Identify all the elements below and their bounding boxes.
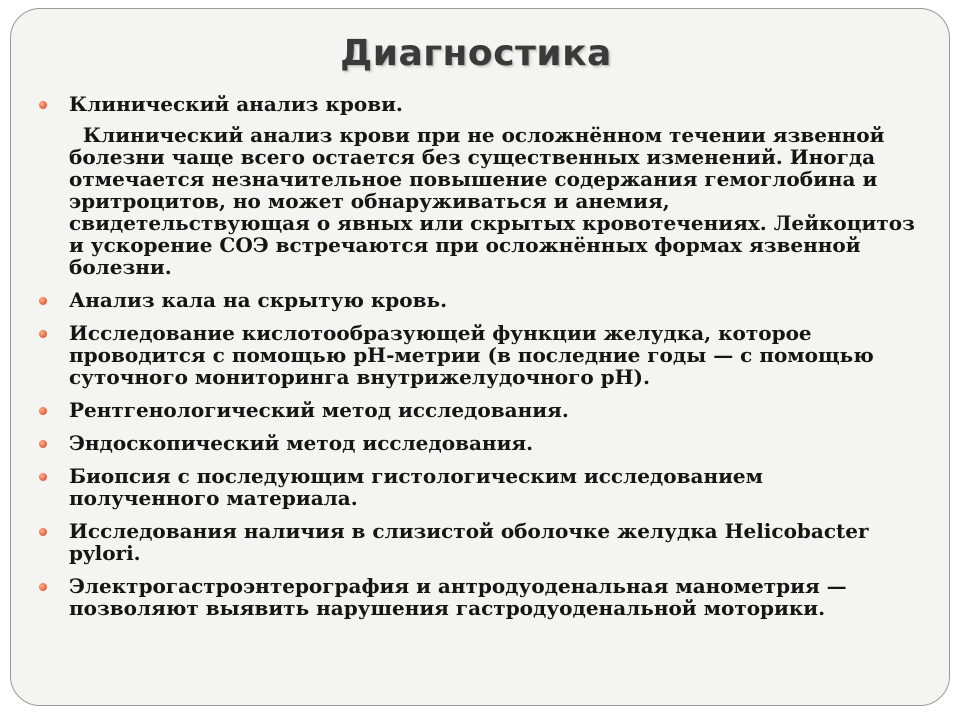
bullet-icon bbox=[39, 440, 47, 448]
list-item-text: Биопсия с последующим гистологическим исследованием полученного материала. bbox=[69, 464, 764, 510]
list-item-text: Рентгенологический метод исследования. bbox=[69, 398, 569, 422]
list-item-text: Клинический анализ крови. bbox=[69, 92, 403, 116]
list-item bbox=[35, 289, 915, 311]
list-item bbox=[35, 465, 915, 509]
list-item bbox=[35, 520, 915, 564]
bullet-icon bbox=[39, 330, 47, 338]
bullet-icon bbox=[39, 297, 47, 305]
list-item bbox=[35, 432, 915, 454]
list-item bbox=[35, 575, 915, 619]
bullet-icon bbox=[39, 407, 47, 415]
list-item-text: Электрогастроэнтерография и антродуоденальная манометрия — позволяют выявить нарушения гастродуоденальной моторики. bbox=[69, 574, 847, 620]
list-item-text: Эндоскопический метод исследования. bbox=[69, 431, 534, 455]
slide-content bbox=[35, 93, 915, 630]
paragraph-text: Клинический анализ крови при не осложнённом течении язвенной болезни чаще всего остается без существенных изменений. Иногда отмечается незначительное повышение содержания гемоглобина и эритроцитов, но может обнаруживаться и анемия, свидетельствующая о явных или скрытых кровотечениях. Лейкоцитоз и ускорение СОЭ встречаются при осложнённых формах язвенной болезни. bbox=[69, 123, 915, 279]
slide-frame bbox=[10, 8, 950, 706]
description-paragraph bbox=[35, 124, 915, 278]
bullet-icon bbox=[39, 528, 47, 536]
slide-title: Диагностика bbox=[340, 33, 612, 74]
bullet-icon bbox=[39, 473, 47, 481]
bullet-icon bbox=[39, 101, 47, 109]
list-item-text: Анализ кала на скрытую кровь. bbox=[69, 288, 448, 312]
bullet-icon bbox=[39, 583, 47, 591]
list-item-text: Исследования наличия в слизистой оболочке желудка Helicobacter pylori. bbox=[69, 519, 869, 565]
list-item bbox=[35, 322, 915, 388]
list-item bbox=[35, 93, 915, 115]
list-item-text: Исследование кислотообразующей функции желудка, которое проводится с помощью pH-метрии (в последние годы — с помощью суточного мониторинга внутрижелудочного pH). bbox=[69, 321, 874, 389]
list-item bbox=[35, 399, 915, 421]
